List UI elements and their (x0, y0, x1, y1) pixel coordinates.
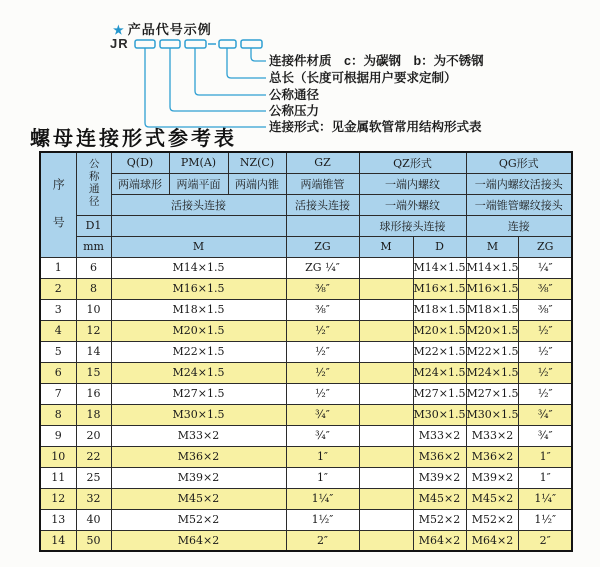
header-col-q: Q(D) (111, 152, 169, 173)
cell-m: M22×1.5 (111, 341, 286, 362)
cell-qz-m (359, 467, 413, 488)
header-row-3 (40, 194, 572, 215)
nut-connection-reference-table (39, 151, 573, 552)
cell-qg-zg: ½″ (519, 320, 572, 341)
cell-qg-m: M16×1.5 (466, 278, 519, 299)
header-col-pm: PM(A) (169, 152, 228, 173)
header-qg-zg: ZG (519, 236, 572, 257)
cell-qg-zg: 1¼″ (519, 488, 572, 509)
header-union-conn: 活接头连接 (111, 194, 286, 215)
header-zg-label: ZG (286, 236, 359, 257)
cell-m: M64×2 (111, 530, 286, 551)
cell-no: 7 (40, 383, 76, 404)
cell-qz-m (359, 341, 413, 362)
cell-no: 9 (40, 425, 76, 446)
cell-zg: 1″ (286, 446, 359, 467)
cell-no: 12 (40, 488, 76, 509)
table-row (40, 278, 572, 299)
cell-qz-d: M20×1.5 (413, 320, 466, 341)
table-header (40, 152, 572, 257)
cell-qg-zg: ½″ (519, 362, 572, 383)
table-row (40, 425, 572, 446)
cell-mm: 14 (76, 341, 111, 362)
cell-m: M39×2 (111, 467, 286, 488)
diagram-label-material: 连接件材质 c：为碳钢 b：为不锈钢 (269, 54, 484, 68)
cell-qz-d: M45×2 (413, 488, 466, 509)
cell-no: 10 (40, 446, 76, 467)
cell-qz-d: M22×1.5 (413, 341, 466, 362)
table-row (40, 530, 572, 551)
cell-qz-m (359, 404, 413, 425)
cell-qz-d: M52×2 (413, 509, 466, 530)
header-col-nz: NZ(C) (228, 152, 286, 173)
cell-mm: 50 (76, 530, 111, 551)
connector-line-material (251, 48, 266, 61)
cell-no: 11 (40, 467, 76, 488)
cell-no: 8 (40, 404, 76, 425)
cell-mm: 10 (76, 299, 111, 320)
diagram-label-length: 总长（长度可根据用户要求定制） (269, 71, 457, 85)
header-m-label: M (111, 236, 286, 257)
code-box-1 (135, 40, 155, 48)
cell-no: 2 (40, 278, 76, 299)
header-nz-desc: 两端内锥 (228, 173, 286, 194)
header-row-5 (40, 236, 572, 257)
cell-mm: 22 (76, 446, 111, 467)
cell-mm: 18 (76, 404, 111, 425)
table-row (40, 509, 572, 530)
cell-zg: 1″ (286, 467, 359, 488)
header-gz-desc: 两端锥管 (286, 173, 359, 194)
code-prefix: JR (110, 36, 129, 51)
table-row (40, 341, 572, 362)
cell-mm: 15 (76, 362, 111, 383)
cell-qz-m (359, 383, 413, 404)
cell-qz-d: M64×2 (413, 530, 466, 551)
code-box-3 (185, 40, 206, 48)
cell-zg: ZG ¼″ (286, 257, 359, 278)
cell-qg-m: M18×1.5 (466, 299, 519, 320)
cell-m: M27×1.5 (111, 383, 286, 404)
cell-qg-zg: 2″ (519, 530, 572, 551)
cell-zg: ⅜″ (286, 299, 359, 320)
header-seq-text: 序号 (51, 178, 66, 255)
cell-no: 4 (40, 320, 76, 341)
cell-no: 6 (40, 362, 76, 383)
table-row (40, 404, 572, 425)
cell-m: M30×1.5 (111, 404, 286, 425)
header-qz-desc3: 球形接头连接 (359, 215, 466, 236)
cell-m: M16×1.5 (111, 278, 286, 299)
cell-qg-zg: ½″ (519, 383, 572, 404)
cell-zg: ½″ (286, 383, 359, 404)
header-diameter (76, 152, 111, 215)
cell-no: 1 (40, 257, 76, 278)
table-title: 螺母连接形式参考表 (30, 126, 237, 150)
cell-mm: 40 (76, 509, 111, 530)
header-qz-m: M (359, 236, 413, 257)
cell-qg-m: M33×2 (466, 425, 519, 446)
cell-qz-m (359, 530, 413, 551)
connector-line-length (227, 48, 266, 78)
connector-line-form (145, 48, 266, 127)
cell-qz-m (359, 509, 413, 530)
table-row (40, 446, 572, 467)
header-diameter-text: 公称通径 (87, 158, 100, 209)
cell-zg: 1½″ (286, 509, 359, 530)
cell-zg: 1¼″ (286, 488, 359, 509)
header-qz-desc2: 一端外螺纹 (359, 194, 466, 215)
table-row (40, 362, 572, 383)
cell-qz-d: M30×1.5 (413, 404, 466, 425)
cell-qz-m (359, 446, 413, 467)
header-qg-desc3: 连接 (466, 215, 572, 236)
cell-qg-m: M27×1.5 (466, 383, 519, 404)
cell-qg-m: M14×1.5 (466, 257, 519, 278)
cell-qg-m: M24×1.5 (466, 362, 519, 383)
cell-qz-d: M14×1.5 (413, 257, 466, 278)
star-icon: ★ (113, 23, 125, 37)
product-code-heading-text: 产品代号示例 (127, 22, 212, 37)
cell-qz-m (359, 320, 413, 341)
header-qg-desc2: 一端锥管螺纹接头 (466, 194, 572, 215)
header-qg-desc1: 一端内螺纹活接头 (466, 173, 572, 194)
cell-m: M36×2 (111, 446, 286, 467)
cell-zg: ¾″ (286, 425, 359, 446)
cell-qg-zg: ½″ (519, 341, 572, 362)
cell-qg-zg: 1″ (519, 446, 572, 467)
cell-qg-zg: ⅜″ (519, 278, 572, 299)
cell-qz-m (359, 362, 413, 383)
header-d1: D1 (76, 215, 111, 236)
header-qz-desc1: 一端内螺纹 (359, 173, 466, 194)
cell-qz-m (359, 299, 413, 320)
cell-zg: ½″ (286, 320, 359, 341)
header-pm-desc: 两端平面 (169, 173, 228, 194)
cell-mm: 6 (76, 257, 111, 278)
cell-m: M18×1.5 (111, 299, 286, 320)
cell-zg: 2″ (286, 530, 359, 551)
cell-zg: ¾″ (286, 404, 359, 425)
cell-mm: 8 (76, 278, 111, 299)
cell-no: 13 (40, 509, 76, 530)
table-body (40, 257, 572, 551)
table-row (40, 488, 572, 509)
header-col-qz: QZ形式 (359, 152, 466, 173)
cell-mm: 25 (76, 467, 111, 488)
cell-no: 5 (40, 341, 76, 362)
cell-qg-m: M30×1.5 (466, 404, 519, 425)
cell-qz-d: M16×1.5 (413, 278, 466, 299)
header-col-qg: QG形式 (466, 152, 572, 173)
cell-mm: 16 (76, 383, 111, 404)
table-row (40, 467, 572, 488)
cell-qg-m: M22×1.5 (466, 341, 519, 362)
cell-qz-d: M36×2 (413, 446, 466, 467)
cell-m: M24×1.5 (111, 362, 286, 383)
header-qz-d: D (413, 236, 466, 257)
cell-qz-m (359, 488, 413, 509)
cell-qg-zg: ¾″ (519, 425, 572, 446)
diagram-label-pressure: 公称压力 (269, 104, 320, 118)
cell-no: 3 (40, 299, 76, 320)
cell-qz-d: M39×2 (413, 467, 466, 488)
header-row-4 (40, 215, 572, 236)
header-seq (40, 152, 76, 257)
cell-qg-zg: ¼″ (519, 257, 572, 278)
cell-qz-d: M24×1.5 (413, 362, 466, 383)
cell-zg: ½″ (286, 362, 359, 383)
cell-m: M33×2 (111, 425, 286, 446)
cell-mm: 20 (76, 425, 111, 446)
cell-m: M14×1.5 (111, 257, 286, 278)
cell-qg-m: M45×2 (466, 488, 519, 509)
cell-qg-zg: ⅜″ (519, 299, 572, 320)
cell-qz-d: M18×1.5 (413, 299, 466, 320)
cell-m: M20×1.5 (111, 320, 286, 341)
table-row (40, 257, 572, 278)
cell-zg: ½″ (286, 341, 359, 362)
cell-qg-m: M20×1.5 (466, 320, 519, 341)
table-row (40, 299, 572, 320)
cell-qz-m (359, 425, 413, 446)
header-empty-2 (286, 215, 359, 236)
header-empty-1 (111, 215, 286, 236)
cell-qg-zg: 1″ (519, 467, 572, 488)
cell-mm: 12 (76, 320, 111, 341)
cell-qg-m: M36×2 (466, 446, 519, 467)
cell-qg-zg: 1½″ (519, 509, 572, 530)
cell-zg: ⅜″ (286, 278, 359, 299)
table-row (40, 383, 572, 404)
header-qg-m: M (466, 236, 519, 257)
header-col-gz: GZ (286, 152, 359, 173)
diagram-label-diameter: 公称通径 (269, 88, 320, 102)
cell-qg-m: M52×2 (466, 509, 519, 530)
cell-qz-m (359, 278, 413, 299)
header-q-desc: 两端球形 (111, 173, 169, 194)
cell-qz-d: M33×2 (413, 425, 466, 446)
cell-no: 14 (40, 530, 76, 551)
header-gz-conn: 活接头连接 (286, 194, 359, 215)
cell-m: M45×2 (111, 488, 286, 509)
code-box-4 (219, 40, 236, 48)
header-mm: mm (76, 236, 111, 257)
cell-mm: 32 (76, 488, 111, 509)
cell-qg-m: M39×2 (466, 467, 519, 488)
diagram-label-form: 连接形式：见金属软管常用结构形式表 (269, 120, 482, 134)
cell-qz-m (359, 257, 413, 278)
cell-qz-d: M27×1.5 (413, 383, 466, 404)
header-row-1 (40, 152, 572, 173)
code-box-5 (241, 40, 262, 48)
connector-line-diameter (195, 48, 266, 95)
cell-m: M52×2 (111, 509, 286, 530)
table-row (40, 320, 572, 341)
cell-qg-zg: ¾″ (519, 404, 572, 425)
cell-qg-m: M64×2 (466, 530, 519, 551)
code-box-2 (160, 40, 180, 48)
header-row-2 (40, 173, 572, 194)
